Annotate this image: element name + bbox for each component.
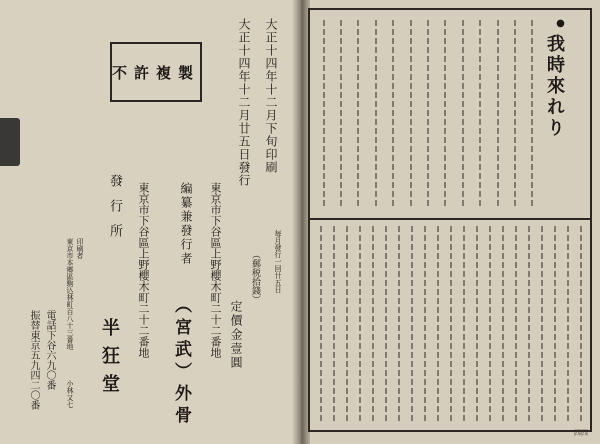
text-column-line	[514, 20, 516, 206]
text-column-line	[333, 226, 335, 422]
text-column-line	[375, 20, 377, 206]
copyright-stamp	[110, 42, 202, 102]
text-column-line	[410, 20, 412, 206]
editor-name: （宮武）外骨	[171, 296, 191, 428]
publisher-address: 東京市下谷區上野櫻木町二十二番地	[137, 182, 150, 358]
text-column-line	[392, 20, 394, 206]
text-column-line	[411, 226, 413, 422]
text-column-line	[437, 226, 439, 422]
price: 定價金壹圓	[229, 300, 243, 370]
stamp-text: 不許複製	[111, 63, 200, 82]
page-number: 四四	[574, 429, 588, 437]
text-column-line	[502, 226, 504, 422]
postal-account: 振替東京五九四二〇番	[28, 310, 39, 410]
text-column-line	[489, 226, 491, 422]
article-body-top	[314, 20, 540, 210]
print-date: 大正十四年十二月下旬印刷	[264, 18, 278, 174]
phone-number: 電話下谷六九〇番	[44, 310, 55, 390]
text-column-line	[323, 20, 325, 206]
text-column-line	[515, 226, 517, 422]
text-column-line	[320, 226, 322, 422]
text-column-line	[541, 226, 543, 422]
text-column-line	[357, 20, 359, 206]
text-column-line	[479, 20, 481, 206]
publisher-role: 發行所	[107, 174, 122, 249]
spine-tab	[0, 118, 20, 166]
text-column-line	[497, 20, 499, 206]
issue-note: 毎月發行一回卄五日	[274, 230, 282, 293]
article-body-bottom	[314, 226, 586, 426]
editor-address: 東京市下谷區上野櫻木町二十二番地	[209, 182, 222, 358]
text-column-line	[476, 226, 478, 422]
text-column-line	[372, 226, 374, 422]
text-column-line	[340, 20, 342, 206]
publish-date: 大正十四年十二月廿五日發行	[237, 18, 251, 187]
text-column-line	[462, 20, 464, 206]
text-column-line	[450, 226, 452, 422]
printer-line: 東京市本鄉區駒込林町百八十三番地	[66, 238, 74, 350]
text-column-line	[528, 226, 530, 422]
text-column-line	[554, 226, 556, 422]
postage-note: （郵税拾錢）	[250, 250, 260, 304]
text-column-line	[385, 226, 387, 422]
editor-role: 編纂兼發行者	[179, 182, 193, 266]
column-title: 我時來れり	[544, 34, 565, 139]
printer-label: 印刷者	[76, 238, 84, 259]
text-column-line	[398, 226, 400, 422]
text-column-line	[424, 226, 426, 422]
text-column-line	[427, 20, 429, 206]
text-column-line	[531, 20, 533, 206]
text-column-line	[567, 226, 569, 422]
section-divider	[308, 218, 592, 220]
text-column-line	[346, 226, 348, 422]
text-column-line	[444, 20, 446, 206]
printer-name: 小林又七	[66, 380, 74, 408]
text-column-line	[359, 226, 361, 422]
title-bullet: ●	[555, 18, 566, 29]
publisher-name: 半狂堂	[99, 318, 120, 402]
text-column-line	[463, 226, 465, 422]
text-column-line	[580, 226, 582, 422]
